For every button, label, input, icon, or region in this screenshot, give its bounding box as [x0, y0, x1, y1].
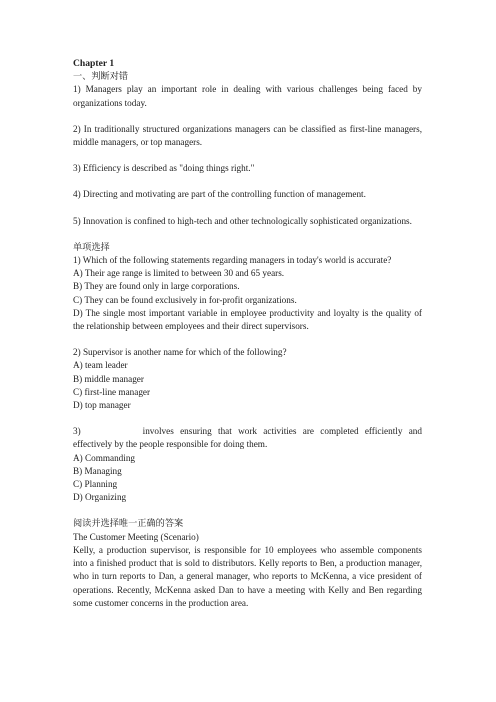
scenario-title: The Customer Meeting (Scenario)	[73, 531, 199, 542]
tf-question-5: 5) Innovation is confined to high-tech and other technologically sophisticated organizations.	[73, 215, 412, 226]
tf-question-3: 3) Efficiency is described as "doing things right."	[73, 163, 255, 174]
mc-option: A) Commanding	[73, 452, 136, 463]
mc-option: A) Their age range is limited to between 30 and 65 years.	[73, 268, 285, 279]
mc-option: C) They can be found exclusively in for-profit organizations.	[73, 294, 297, 305]
document-page	[73, 57, 422, 610]
mc-option: D) top manager	[73, 400, 131, 411]
mc-question-number: 3)	[73, 426, 81, 437]
section-multiple-choice-heading: 单项选择	[73, 241, 110, 252]
mc-option: C) first-line manager	[73, 386, 151, 397]
mc-option: D) Organizing	[73, 492, 127, 503]
mc-question-1	[73, 254, 422, 333]
mc-option: C) Planning	[73, 479, 118, 490]
mc-question-2	[73, 346, 422, 412]
mc-option: A) team leader	[73, 360, 128, 371]
mc-question-stem-text: involves ensuring that work activities are completed efficiently and effectively by the people responsible for doing them.	[73, 426, 422, 450]
mc-question-stem: 2) Supervisor is another name for which of the following?	[73, 347, 287, 358]
tf-question-1: 1) Managers play an important role in dealing with various challenges being faced by organizations today.	[73, 84, 422, 108]
section-reading-heading: 阅读并选择唯一正确的答案	[73, 518, 184, 529]
section-true-false-heading: 一、判断对错	[73, 71, 129, 82]
mc-option: B) middle manager	[73, 373, 144, 384]
scenario-block	[73, 531, 422, 610]
mc-question-stem	[73, 425, 422, 451]
mc-option: B) Managing	[73, 465, 122, 476]
chapter-heading: Chapter 1	[73, 58, 115, 69]
mc-option: B) They are found only in large corporations.	[73, 281, 240, 292]
tf-question-4: 4) Directing and motivating are part of the controlling function of management.	[73, 189, 366, 200]
scenario-text: Kelly, a production supervisor, is responsible for 10 employees who assemble components into a finished product that is sold to distributors. Kelly reports to Ben, a production manager, who in turn reports to Dan, a general manager, who reports to McKenna, a vice president of operations. Recently, McKenna asked Dan to have a meeting with Kelly and Ben regarding some customer concerns in the production area.	[73, 544, 422, 608]
mc-question-3	[73, 425, 422, 504]
mc-question-stem: 1) Which of the following statements regarding managers in today's world is accurate?	[73, 255, 392, 266]
mc-option: D) The single most important variable in employee productivity and loyalty is the quality of the relationship between employees and their direct supervisors.	[73, 307, 422, 332]
tf-question-2: 2) In traditionally structured organizations managers can be classified as first-line managers, middle managers, or top managers.	[73, 123, 422, 148]
